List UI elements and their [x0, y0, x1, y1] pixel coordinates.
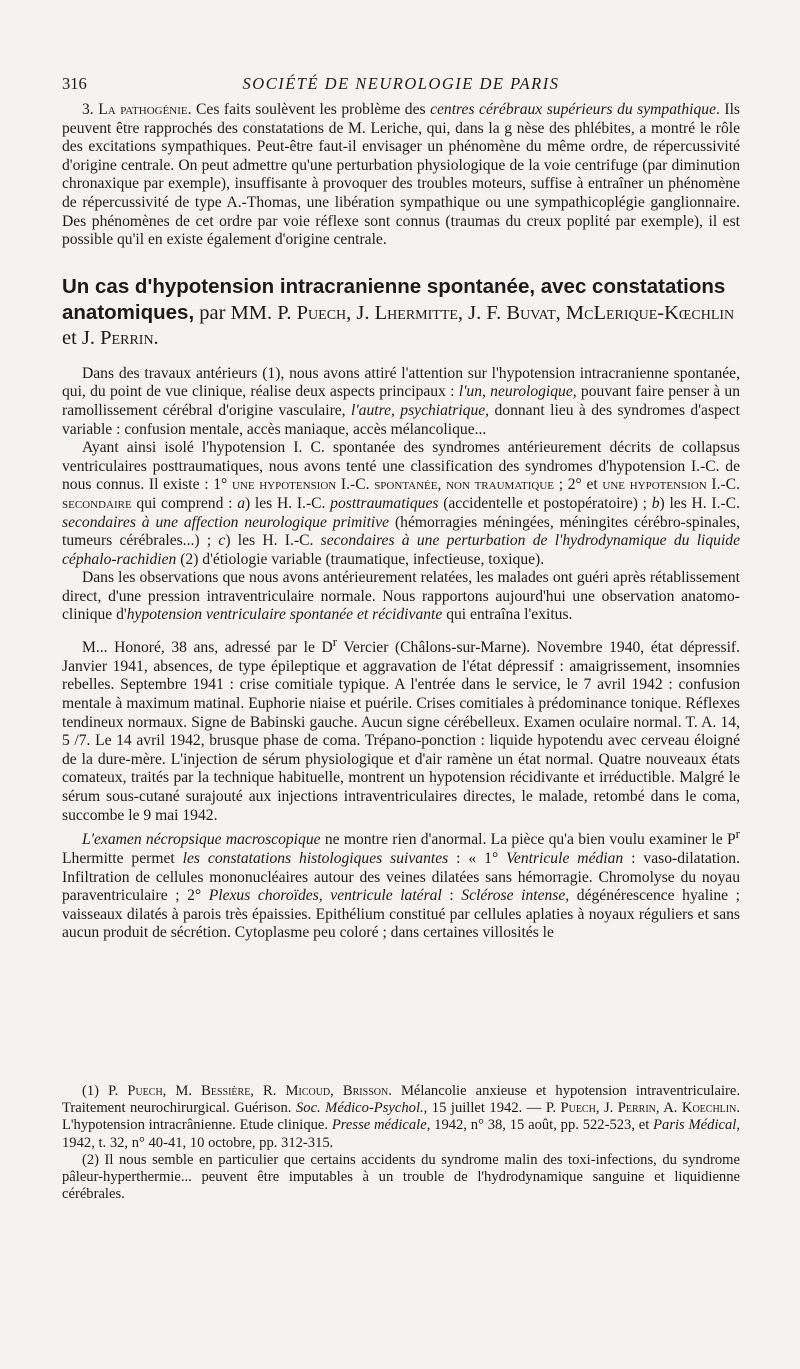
text-run: Ayant ainsi isolé l'hypotension I. C. spontanée des syndromes antérieurement décrits de collapsus ventriculaires posttraumatiques, nous avons tenté une classification des syndromes d'hypotension I.-C. de nous connus. Il existe : 1°	[62, 439, 740, 494]
text-run: , 1942, n° 38, 15 août, pp. 522-523, et	[426, 1117, 654, 1134]
superscript: r	[735, 826, 740, 842]
text-run: qui comprend :	[131, 494, 238, 512]
last-author: J. Perrin.	[81, 326, 159, 349]
observation-paragraph-2	[62, 825, 740, 943]
italic-run: Presse médicale	[331, 1117, 427, 1134]
smallcaps-run: une hypotension I.-C. secondaire	[62, 476, 740, 512]
smallcaps-run: Puech, J. Perrin, A. Koechlin	[560, 1100, 737, 1117]
italic-run: posttraumatiques	[330, 494, 439, 512]
text-run: (hémorragies méningées, méningites cérébro-spinales, tumeurs cérébrales...) ;	[62, 513, 740, 550]
page-body	[62, 101, 740, 943]
running-title: SOCIÉTÉ DE NEUROLOGIE DE PARIS	[242, 74, 560, 93]
intro-paragraph-2	[62, 439, 740, 569]
text-run: :	[441, 887, 462, 905]
text-run: M... Honoré, 38 ans, adressé par le D	[82, 639, 333, 657]
text-run: . Mélancolie anxieuse et hypotension intraventriculaire. Traitement neurochirurgical. Guérison.	[62, 1083, 740, 1117]
intro-paragraph-1	[62, 365, 740, 439]
article-title-main: Un cas d'hypotension intracranienne spontanée, avec constatations anatomiques,	[62, 274, 726, 324]
section-3-paragraph	[62, 101, 740, 250]
enum-label: c	[218, 532, 226, 550]
text-run: (accidentelle et postopératoire) ;	[438, 494, 652, 512]
text-run: ) les H. I.-C.	[225, 532, 321, 550]
page-number: 316	[62, 74, 87, 93]
byline-prefix: par MM.	[194, 301, 278, 324]
authors: P. Puech, J. Lhermitte, J. F. Buvat, McLerique-Kœchlin	[277, 301, 735, 324]
authors-and: et	[62, 326, 82, 349]
text-run: (2) d'étiologie variable (traumatique, infectieuse, toxique).	[176, 550, 545, 568]
italic-run: Sclérose intense	[461, 887, 566, 905]
text-run: : « 1°	[448, 849, 507, 867]
enum-label: b	[651, 494, 660, 512]
text-run: ; 2° et	[554, 476, 603, 494]
italic-run: Ventricule médian	[506, 849, 624, 867]
text-run: . Ils peuvent être rapprochés des constatations de M. Leriche, qui, dans la g nèse des phlébites, a montré le rôle des excitations sympathiques. Peut-être faut-il envisager un phénomène du même ordre, de répercussivité d'origine centrale. On peut admettre qu'une perturbation physiologique de la voie centrifuge (par diminution chronaxique par exemple), insuffisante à provoquer des troubles moteurs, suffise à entraîner un phénomène de répercussivité de type A.-Thomas, une libération sympathique ou une sympathicoplégie ganglionnaire. Des phénomènes de cet ordre par voie réflexe sont connus (traumas du creux poplité par exemple), il est possible qu'il en existe également d'origine centrale.	[62, 101, 740, 249]
smallcaps-run: une hypotension I.-C. spontanée, non traumatique	[231, 476, 555, 494]
text-run: ) les H. I.-C.	[245, 494, 331, 512]
text-run: qui entraîna l'exitus.	[442, 606, 573, 624]
text-run: Vercier (Châlons-sur-Marne). Novembre 1940, état dépressif. Janvier 1941, absences, de type épileptique et aggravation de l'état dépressif : amaigrissement, insomnies rebelles. Septembre 1941 : crise comitiale typique. A l'entrée dans le service, le 7 avril 1942 : confusion mentale à maximum matinal. Euphorie niaise et puérile. Crises comitiales à prédominance tonique. Réflexes tendineux normaux. Signe de Babinski gauche. Aucun signe cérébelleux. Examen oculaire normal. T. A. 14, 5 /7. Le 14 avril 1942, brusque phase de coma. Trépano-ponction : liquide hypotendu avec cerveau éloigné de la dure-mère. L'injection de sérum physiologique et d'air ramène un état normal. Quatre nouveaux états comateux, traités par la technique habituelle, montrent un hypotension récidivante et irréductible. Malgré le sérum sous-cutané surajouté aux injections intraventriculaires directes, le malade, retombé dans le coma, succombe le 9 mai 1942.	[62, 639, 741, 824]
text-run: , 1942, t. 32, n° 40-41, 10 octobre, pp. 312-315.	[62, 1117, 740, 1151]
text-run: , 15 juillet 1942. — P.	[423, 1100, 561, 1117]
italic-run: Plexus choroïdes, ventricule latéral	[208, 887, 442, 905]
article-title	[62, 274, 740, 351]
text-run: Dans les observations que nous avons antérieurement relatées, les malades ont guéri après rétablissement direct, d'une pression intraventriculaire normale. Nous rapportons aujourd'hui une observation anatomo-clinique d'	[62, 569, 740, 624]
text-run: . L'hypotension intracrânienne. Etude clinique.	[62, 1100, 740, 1134]
text-run: , dégénérescence hyaline ; vaisseaux dilatés à parois très épaissies. Epithélium constitué par cellules aplaties à noyaux réguliers et sans aucun produit de sécrétion. Cytoplasme peu coloré ; dans certaines villosités le	[62, 887, 740, 942]
intro-paragraph-3	[62, 569, 740, 625]
text-run: (1) P.	[82, 1083, 128, 1099]
text-run: Dans des travaux antérieurs (1), nous avons attiré l'attention sur l'hypotension intracranienne spontanée, qui, du point de vue clinique, réalise deux aspects principaux :	[62, 364, 740, 401]
italic-run: secondaires à une affection neurologique primitive	[62, 513, 390, 531]
section-number: 3.	[82, 101, 94, 118]
footnotes	[62, 1083, 740, 1203]
text-run: ) les H. I.-C.	[659, 494, 740, 512]
italic-run: secondaires à une perturbation de l'hydrodynamique du liquide céphalo-rachidien	[62, 532, 741, 568]
italic-run: les constatations histologiques suivantes	[182, 849, 449, 867]
footnote-1	[62, 1083, 740, 1152]
italic-run: hypotension ventriculaire spontanée et récidivante	[126, 606, 443, 624]
text-run: donnant lieu à des syndromes d'aspect variable : confusion mentale, accès maniaque, accès mélancolique...	[62, 401, 740, 438]
italic-run: l'autre, psychiatrique,	[350, 401, 490, 419]
text-run: : vaso-dilatation. Infiltration de cellules mononucléaires autour des veines dilatées sans hémorragie. Chromolyse du noyau paraventriculaire ; 2°	[62, 849, 741, 905]
smallcaps-run: Puech, M. Bessière, R. Micoud, Brisson	[127, 1083, 389, 1099]
page-header	[62, 74, 740, 94]
footnote-2: (2) Il nous semble en particulier que certains accidents du syndrome malin des toxi-infections, du syndrome pâleur-hyperthermie... peuvent être imputables à un trouble de l'hydrodynamique sanguine et liquidienne cérébrales.	[62, 1151, 740, 1203]
enum-label: a	[237, 494, 245, 512]
italic-run: centres cérébraux supérieurs du sympathique	[430, 101, 716, 118]
text-run: pouvant faire penser à un ramollissement cérébral d'origine vasculaire,	[62, 383, 740, 419]
italic-run: Paris Médical	[653, 1117, 737, 1134]
italic-run: l'un, neurologique,	[458, 383, 577, 401]
text-run: ne montre rien d'anormal. La pièce qu'a bien voulu examiner le P	[320, 831, 736, 849]
superscript: r	[332, 634, 338, 650]
section-label: La pathogénie.	[98, 101, 192, 118]
observation-paragraph-1	[62, 633, 740, 825]
text-run: Ces faits soulèvent les problème des	[191, 101, 431, 118]
text-run: Lhermitte permet	[62, 849, 183, 867]
italic-run: Soc. Médico-Psychol.	[295, 1100, 424, 1117]
italic-run: L'examen nécropsique macroscopique	[82, 831, 321, 849]
